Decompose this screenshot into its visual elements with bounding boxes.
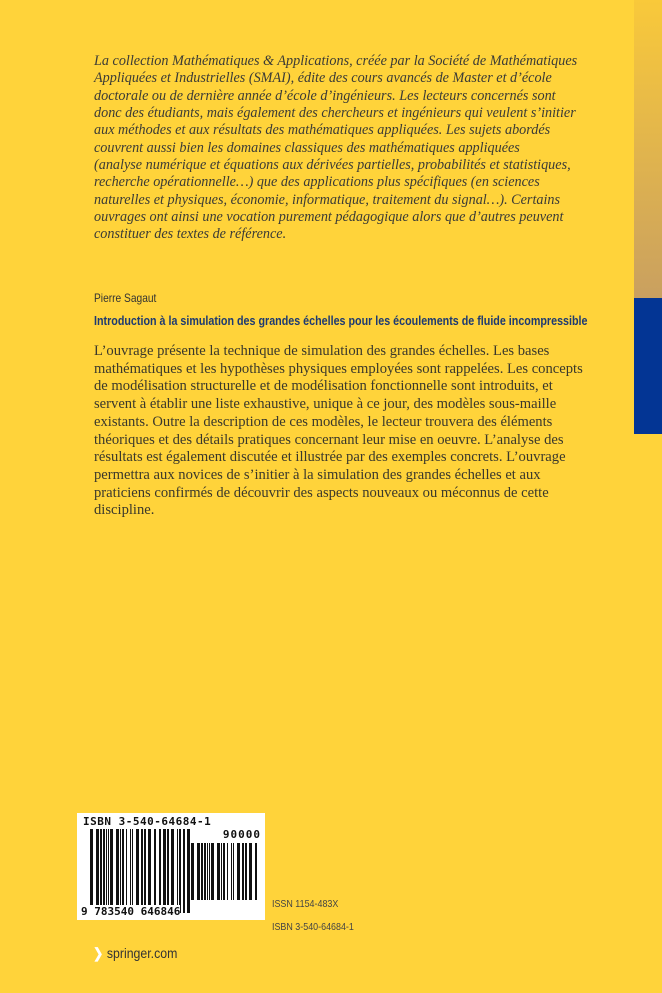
barcode-bar (103, 829, 105, 913)
barcode-bar (242, 843, 244, 900)
barcode-bar (249, 843, 252, 900)
barcode-addon-bars (191, 843, 261, 900)
barcode-bar (209, 843, 210, 900)
description-line: L’ouvrage présente la technique de simulation des grandes échelles. Les bases (94, 343, 550, 359)
description-line: servent à établir une liste exhaustive, unique à ce jour, des modèles sous-maille (94, 396, 557, 413)
issn: ISSN 1154-483X (272, 898, 339, 910)
barcode-bar (110, 829, 113, 913)
barcode-bar (223, 843, 225, 900)
barcode-bar (191, 843, 194, 900)
barcode-bar (136, 829, 139, 913)
description-line: mathématiques et les hypothèses physiques employées sont rappelées. Les concepts (94, 360, 583, 377)
description-line: résultats est également discutée et illustrée par des exemples concrets. L’ouvrage (94, 449, 566, 466)
barcode-bar (122, 829, 124, 913)
description-line: permettra aux novices de s’initier à la simulation des grandes échelles et aux (94, 466, 541, 483)
chevron-right-icon: ❯ (93, 945, 104, 961)
barcode-bar (120, 829, 121, 913)
description-line: praticiens confirmés de découvrir des aspects nouveaux ou méconnus de cette (94, 484, 549, 501)
barcode (77, 813, 265, 920)
barcode-bar (201, 843, 203, 900)
barcode-bar (179, 829, 181, 913)
barcode-bar (148, 829, 151, 913)
barcode-bar (187, 829, 190, 913)
intro-line: doctorale ou de dernière année d’école d’ingénieurs. Les lecteurs concernés sont (94, 87, 556, 104)
springer-link[interactable] (93, 945, 177, 962)
description-line: existants. Outre la description de ces modèles, le lecteur trouvera des éléments (94, 413, 553, 430)
barcode-bar (130, 829, 131, 913)
isbn: ISBN 3-540-64684-1 (272, 921, 354, 933)
intro-line: constituer des textes de référence. (94, 226, 287, 243)
description-line: théoriques et des détails pratiques concernant leur mise en oeuvre. L’analyse des (94, 431, 564, 448)
spine-stripe-gradient (634, 0, 662, 298)
barcode-bar (255, 843, 257, 900)
barcode-bar (227, 843, 228, 900)
website-label: springer.com (106, 945, 178, 961)
barcode-bar (141, 829, 143, 913)
barcode-bars (90, 829, 200, 913)
barcode-isbn: ISBN 3-540-64684-1 (83, 815, 212, 828)
barcode-bar (100, 829, 102, 913)
book-title: Introduction à la simulation des grandes échelles pour les écoulements de fluide incompressible (94, 313, 588, 328)
intro-line: Appliquées et Industrielles (SMAI), édite des cours avancés de Master et d’école (94, 70, 552, 87)
barcode-bar (96, 829, 99, 913)
intro-line: aux méthodes et aux résultats des mathématiques appliquées. Les sujets abordés (94, 122, 551, 139)
barcode-bar (132, 829, 133, 913)
barcode-bar (221, 843, 222, 900)
description-line: discipline. (94, 502, 155, 519)
intro-line: (analyse numérique et équations aux dérivées partielles, probabilités et statistiques, (94, 157, 571, 174)
spine-stripe-blue (634, 298, 662, 434)
author-name: Pierre Sagaut (94, 291, 157, 305)
intro-line: La collection Mathématiques & Applications, créée par la Société de Mathématiques (94, 53, 578, 69)
barcode-bar (171, 829, 174, 913)
barcode-bar (237, 843, 240, 900)
barcode-bar (126, 829, 127, 913)
barcode-bar (106, 829, 107, 913)
barcode-bar (245, 843, 247, 900)
barcode-bar (207, 843, 208, 900)
barcode-bar (163, 829, 166, 913)
barcode-bar (204, 843, 206, 900)
book-description (94, 343, 583, 520)
barcode-bar (116, 829, 119, 913)
description-line: de modélisation structurelle et de modélisation fonctionnelle sont introduits, et (94, 378, 553, 395)
barcode-bar (144, 829, 146, 913)
barcode-bar (197, 843, 200, 900)
barcode-bar (217, 843, 220, 900)
barcode-addon: 90000 (222, 828, 261, 841)
barcode-bar (90, 829, 93, 913)
barcode-bar (183, 829, 185, 913)
barcode-bar (233, 843, 234, 900)
intro-line: couvrent aussi bien les domaines classiques des mathématiques appliquées (94, 139, 520, 156)
barcode-bar (159, 829, 161, 913)
intro-line: naturelles et physiques, économie, informatique, traitement du signal…). Certains (94, 191, 561, 208)
barcode-bar (231, 843, 232, 900)
intro-line: ouvrages ont ainsi une vocation purement pédagogique alors que d’autres peuvent (94, 209, 564, 226)
barcode-bar (177, 829, 178, 913)
barcode-ean: 9 783540 646846 (81, 905, 181, 918)
barcode-bar (211, 843, 214, 900)
barcode-bar (167, 829, 169, 913)
intro-line: recherche opérationnelle…) que des applications plus spécifiques (en sciences (94, 174, 540, 191)
barcode-bar (154, 829, 156, 913)
barcode-bar (108, 829, 109, 913)
intro-line: donc des étudiants, mais également des chercheurs et ingénieurs qui veulent s’initier (94, 105, 576, 122)
series-intro (94, 53, 577, 244)
